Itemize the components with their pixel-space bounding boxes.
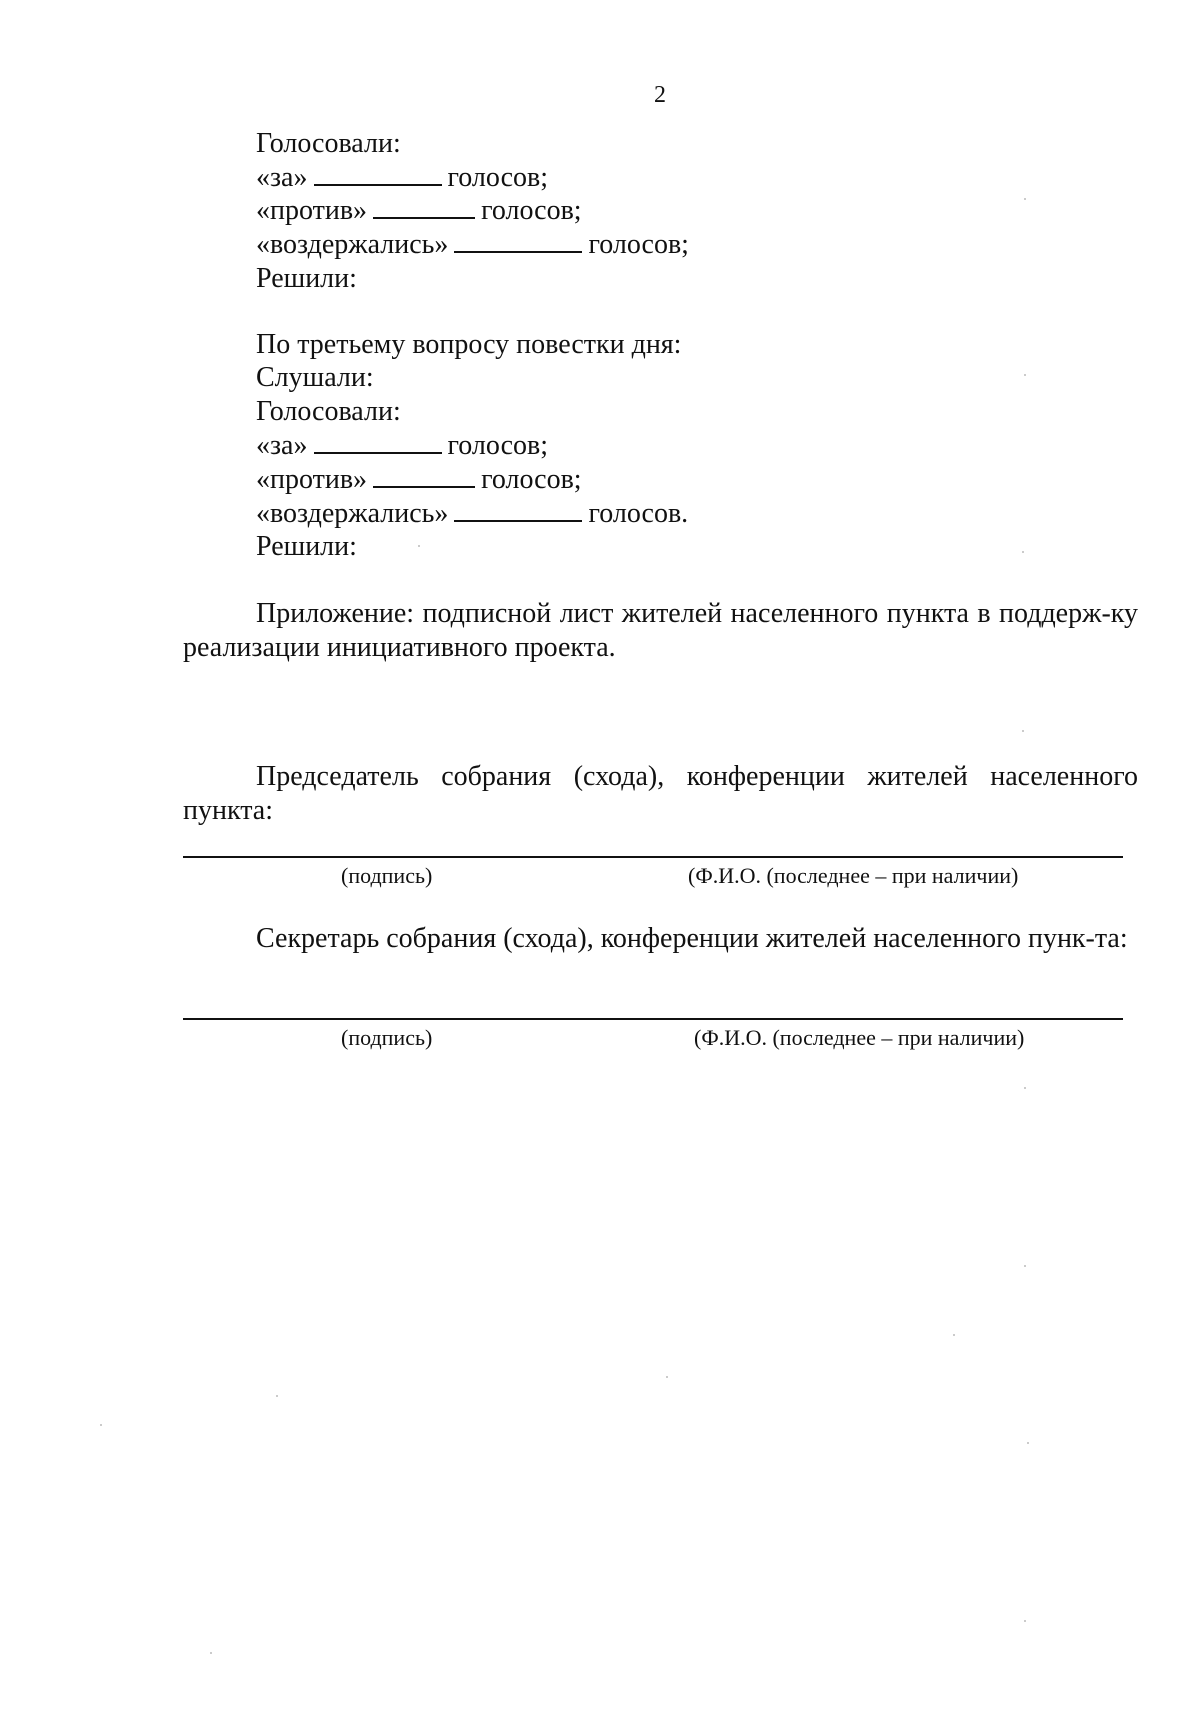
section3-heading: По третьему вопросу повестки дня: [256,329,682,360]
vote-abstain-row-3 [256,497,688,531]
vote-for-unit-3: голосов; [447,430,549,461]
scan-speck [418,545,420,547]
vote-against-blank [373,195,475,219]
appendix-paragraph: Приложение: подписной лист жителей населенного пункта в поддерж-ку реализации инициативного проекта. [183,598,1138,663]
vote-against-row-3 [256,463,582,497]
page-number: 2 [654,82,666,108]
vote-for-label-3: «за» [256,430,308,461]
vote-abstain-row [256,228,689,262]
chairman-name-caption: (Ф.И.О. (последнее – при наличии) [688,863,1019,888]
scan-speck [1024,198,1026,200]
vote-for-row [256,161,548,195]
vote-abstain-blank [454,229,582,253]
secretary-title: Секретарь собрания (схода), конференции жителей населенного пунк-та: [256,923,1128,954]
scan-speck [1027,1442,1029,1444]
vote-against-unit: голосов; [481,195,582,226]
scan-speck [100,1424,102,1426]
secretary-signature-caption: (подпись) [341,1025,433,1050]
vote-for-row-3 [256,429,548,463]
scan-speck [1024,1620,1026,1622]
vote-abstain-label: «воздержались» [256,229,449,260]
vote-for-blank-3 [314,430,442,454]
scan-speck [666,1376,668,1378]
vote-against-unit-3: голосов; [481,464,582,495]
scan-speck [1024,1087,1026,1089]
vote-for-blank [314,162,442,186]
scan-speck [276,1395,278,1397]
vote-abstain-unit-3: голосов. [588,498,689,529]
decided-label-3: Решили: [256,531,357,562]
scan-speck [1024,1265,1026,1267]
scan-speck [953,1334,955,1336]
vote-against-blank-3 [373,464,475,488]
voted-label-3: Голосовали: [256,396,401,427]
vote-abstain-label-3: «воздержались» [256,498,449,529]
scan-speck [1022,730,1024,732]
chairman-title: Председатель собрания (схода), конференции жителей населенного пункта: [183,761,1138,826]
vote-against-label: «против» [256,195,368,226]
vote-for-label: «за» [256,162,308,193]
secretary-name-caption: (Ф.И.О. (последнее – при наличии) [694,1025,1025,1050]
decided-label: Решили: [256,263,357,294]
vote-against-label-3: «против» [256,464,368,495]
vote-abstain-blank-3 [454,498,582,522]
chairman-signature-caption: (подпись) [341,863,433,888]
scan-speck [1024,374,1026,376]
scan-speck [1022,551,1024,553]
vote-against-row [256,194,582,228]
vote-abstain-unit: голосов; [588,229,689,260]
vote-for-unit: голосов; [447,162,549,193]
secretary-signature-line [183,1018,1123,1020]
chairman-signature-line [183,856,1123,858]
scan-speck [210,1652,212,1654]
heard-label: Слушали: [256,362,374,393]
voted-label: Голосовали: [256,128,401,159]
